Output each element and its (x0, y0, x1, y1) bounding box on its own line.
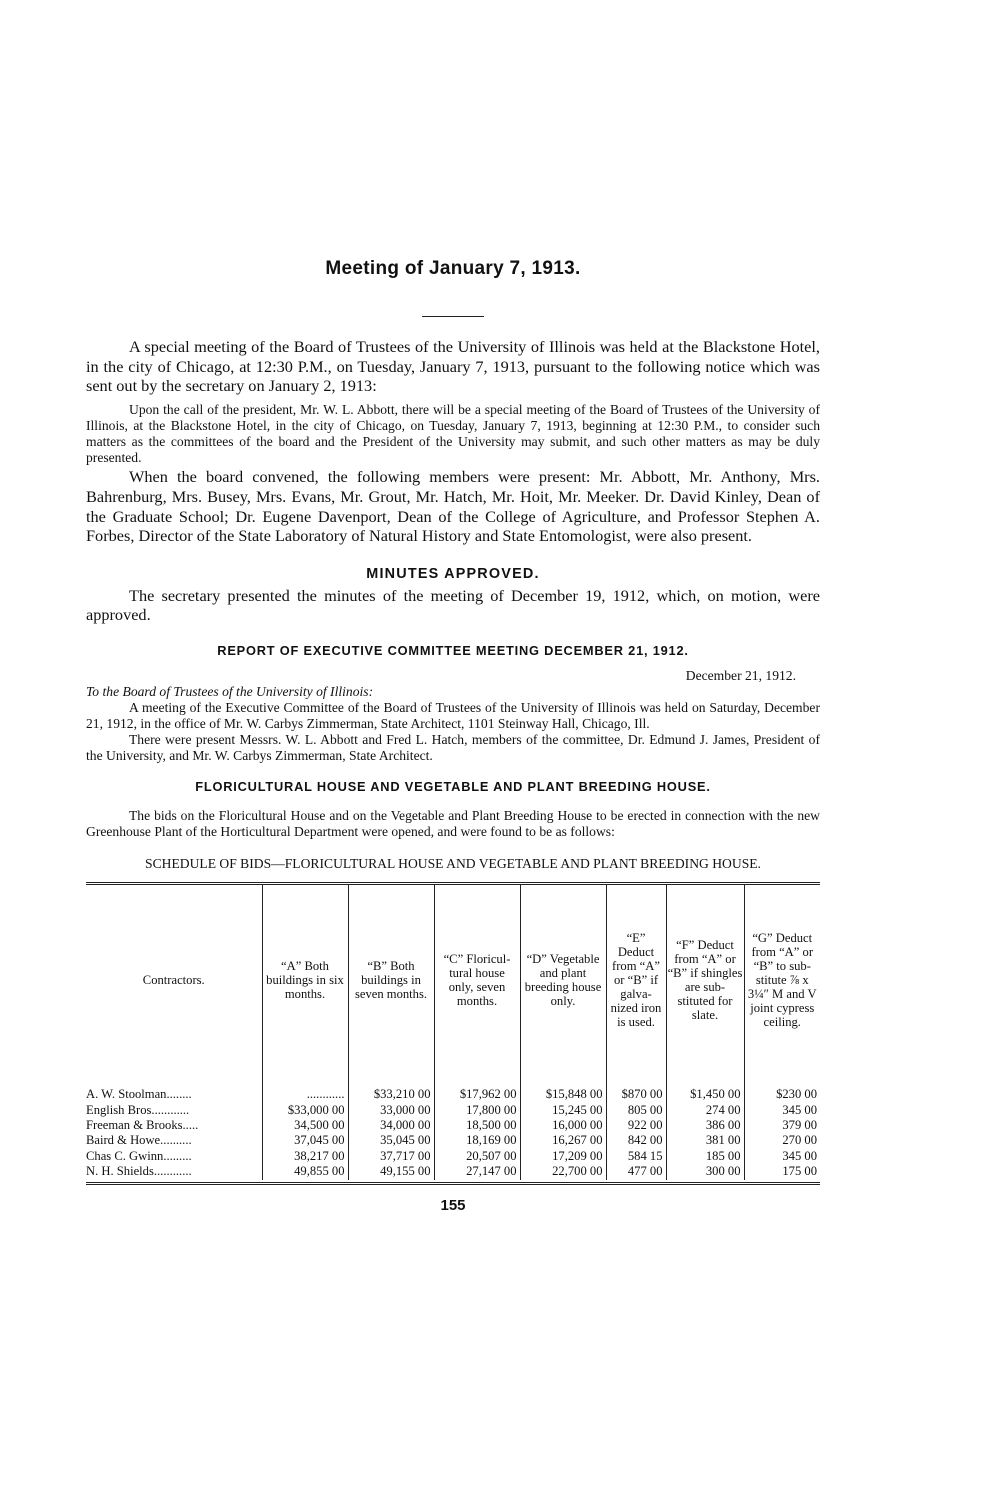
deduct-e-cell: 584 15 (606, 1149, 666, 1164)
bid-d-cell: 16,267 00 (520, 1133, 606, 1148)
minutes-heading: MINUTES APPROVED. (366, 565, 540, 582)
table-row (86, 1164, 820, 1179)
table-row (86, 1149, 820, 1164)
deduct-f-cell: 185 00 (666, 1149, 744, 1164)
table-row (86, 1118, 820, 1133)
bid-a-cell: $33,000 00 (262, 1103, 348, 1118)
deduct-g-cell: 345 00 (744, 1149, 820, 1164)
column-header-f: “F” Deduct from “A” or “B” if shingles are sub-stituted for slate. (666, 885, 744, 1075)
deduct-f-cell: 274 00 (666, 1103, 744, 1118)
contractor-cell: Freeman & Brooks..... (86, 1117, 199, 1132)
bid-d-cell: 22,700 00 (520, 1164, 606, 1179)
minutes-paragraph: The secretary presented the minutes of the meeting of December 19, 1912, which, on motion, were approved. (86, 585, 820, 625)
deduct-f-cell: 381 00 (666, 1133, 744, 1148)
schedule-title: SCHEDULE OF BIDS—FLORICULTURAL HOUSE AND VEGETABLE AND PLANT BREEDING HOUSE. (145, 856, 761, 872)
column-header-c: “C” Floricul-tural house only, seven months. (434, 885, 520, 1075)
column-header-e: “E” Deduct from “A” or “B” if galva-nized iron is used. (606, 885, 666, 1075)
deduct-g-cell: 345 00 (744, 1103, 820, 1118)
deduct-g-cell: 270 00 (744, 1133, 820, 1148)
contractor-cell: Chas C. Gwinn......... (86, 1148, 192, 1163)
bid-b-cell: 49,155 00 (348, 1164, 434, 1179)
bid-c-cell: $17,962 00 (434, 1087, 520, 1102)
bid-d-cell: 16,000 00 (520, 1118, 606, 1133)
bid-c-cell: 18,169 00 (434, 1133, 520, 1148)
deduct-g-cell: 379 00 (744, 1118, 820, 1133)
table-row (86, 1133, 820, 1148)
contractor-cell: N. H. Shields............ (86, 1164, 192, 1179)
deduct-e-cell: $870 00 (606, 1087, 666, 1102)
table-header-spacer (86, 1075, 820, 1087)
table-row (86, 1103, 820, 1118)
deduct-e-cell: 477 00 (606, 1164, 666, 1179)
table-row (86, 1087, 820, 1102)
report-salutation: To the Board of Trustees of the University of Illinois: (86, 683, 374, 699)
deduct-g-cell: 175 00 (744, 1164, 820, 1179)
bid-b-cell: 37,717 00 (348, 1149, 434, 1164)
report-paragraph-2: There were present Messrs. W. L. Abbott and Fred L. Hatch, members of the committee, Dr. Edmund J. James, President of the University, and Mr. W. Carbys Zimmerman, State Architect. (86, 731, 820, 763)
bid-b-cell: 33,000 00 (348, 1103, 434, 1118)
title-divider (422, 316, 484, 317)
bid-c-cell: 27,147 00 (434, 1164, 520, 1179)
deduct-e-cell: 922 00 (606, 1118, 666, 1133)
bid-c-cell: 20,507 00 (434, 1149, 520, 1164)
bid-a-cell: 38,217 00 (262, 1149, 348, 1164)
report-date: December 21, 1912. (685, 667, 796, 683)
page-title: Meeting of January 7, 1913. (325, 258, 581, 279)
deduct-e-cell: 805 00 (606, 1103, 666, 1118)
bid-b-cell: $33,210 00 (348, 1087, 434, 1102)
page-number: 155 (440, 1196, 466, 1214)
bids-table (86, 885, 820, 1179)
table-header-row (86, 885, 820, 1075)
deduct-g-cell: $230 00 (744, 1087, 820, 1102)
bid-c-cell: 18,500 00 (434, 1118, 520, 1133)
bid-d-cell: 15,245 00 (520, 1103, 606, 1118)
document-page (86, 256, 820, 1214)
column-header-contractors: Contractors. (142, 973, 205, 988)
bid-b-cell: 34,000 00 (348, 1118, 434, 1133)
contractor-cell: English Bros............ (86, 1102, 190, 1117)
bid-d-cell: $15,848 00 (520, 1087, 606, 1102)
attendance-paragraph: When the board convened, the following members were present: Mr. Abbott, Mr. Anthony, Mrs. Bahrenburg, Mrs. Busey, Mrs. Evans, Mr. Grout, Mr. Hatch, Mr. Hoit, Mr. Meeker. Dr. David Kinley, Dean of the Graduate School; Dr. Eugene Davenport, Dean of the College of Agriculture, and Professor Stephen A. Forbes, Director of the State Laboratory of Natural History and State Entomologist, were also present. (86, 467, 820, 546)
bids-intro-paragraph: The bids on the Floricultural House and on the Vegetable and Plant Breeding House to be erected in connection with the new Greenhouse Plant of the Horticultural Department were opened, and were found to be as follows: (86, 808, 820, 840)
contractor-cell: Baird & Howe.......... (86, 1133, 192, 1148)
deduct-e-cell: 842 00 (606, 1133, 666, 1148)
bid-a-cell: 49,855 00 (262, 1164, 348, 1179)
deduct-f-cell: 300 00 (666, 1164, 744, 1179)
column-header-b: “B” Both buildings in seven months. (348, 885, 434, 1075)
bid-a-cell: ............ (262, 1087, 348, 1102)
column-header-a: “A” Both buildings in six months. (262, 885, 348, 1075)
bid-a-cell: 34,500 00 (262, 1118, 348, 1133)
notice-paragraph: Upon the call of the president, Mr. W. L. Abbott, there will be a special meeting of the Board of Trustees of the University of Illinois, at the Blackstone Hotel, in the city of Chicago, on Tuesday, January 7, 1913, beginning at 12:30 P.M., to consider such matters as the committees of the board and the President of the University may submit, and such other matters as may be duly presented. (86, 401, 820, 465)
intro-paragraph: A special meeting of the Board of Trustees of the University of Illinois was held at the Blackstone Hotel, in the city of Chicago, at 12:30 P.M., on Tuesday, January 7, 1913, pursuant to the following notice which was sent out by the secretary on January 2, 1913: (86, 337, 820, 396)
floricultural-heading: FLORICULTURAL HOUSE AND VEGETABLE AND PLANT BREEDING HOUSE. (195, 779, 711, 795)
column-header-g: “G” Deduct from “A” or “B” to sub-stitute ⅞ x 3¼″ M and V joint cypress ceiling. (744, 885, 820, 1075)
table-bottom-rule (86, 1182, 820, 1185)
deduct-f-cell: $1,450 00 (666, 1087, 744, 1102)
contractor-cell: A. W. Stoolman........ (86, 1087, 192, 1102)
column-header-d: “D” Vegetable and plant breeding house only. (520, 885, 606, 1075)
bid-a-cell: 37,045 00 (262, 1133, 348, 1148)
report-heading: REPORT OF EXECUTIVE COMMITTEE MEETING DECEMBER 21, 1912. (217, 642, 689, 658)
bid-b-cell: 35,045 00 (348, 1133, 434, 1148)
report-paragraph-1: A meeting of the Executive Committee of the Board of Trustees of the University of Illinois was held on Saturday, December 21, 1912, in the office of Mr. W. Carbys Zimmerman, State Architect, 1101 Steinway Hall, Chicago, Ill. (86, 699, 820, 731)
deduct-f-cell: 386 00 (666, 1118, 744, 1133)
bid-c-cell: 17,800 00 (434, 1103, 520, 1118)
bid-d-cell: 17,209 00 (520, 1149, 606, 1164)
